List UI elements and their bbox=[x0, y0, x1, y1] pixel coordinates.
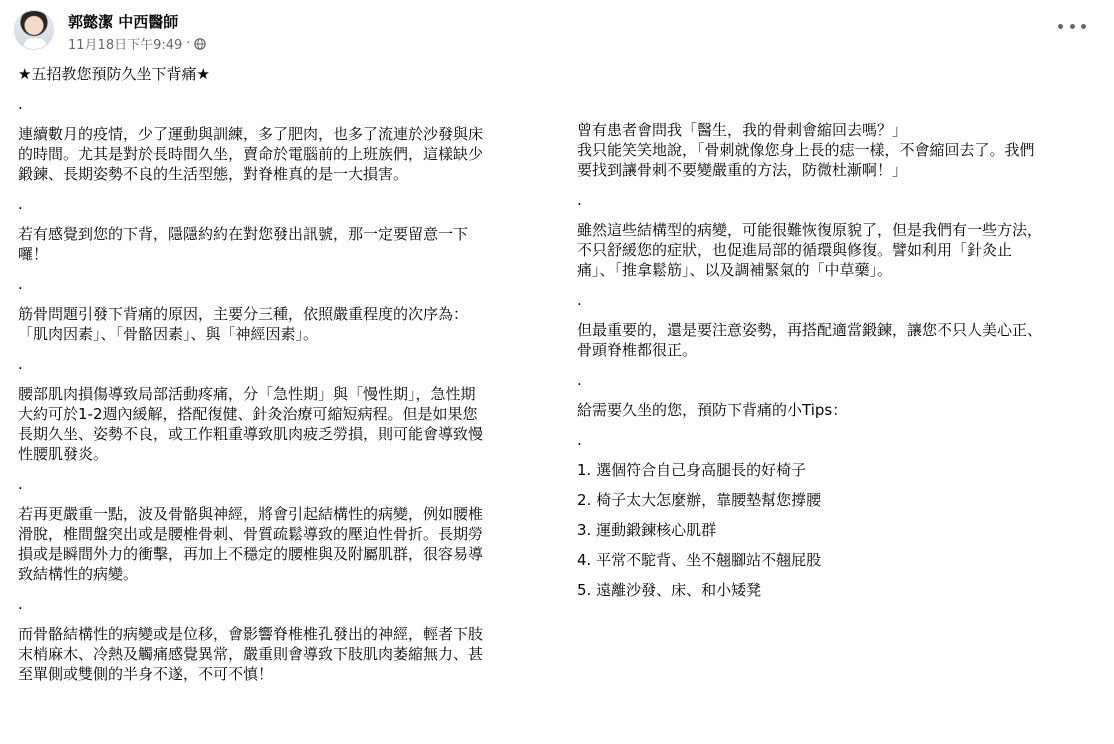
paragraph: 雖然這些結構型的病變，可能很難恢復原貌了，但是我們有一些方法， 不只舒緩您的症狀，也促進局部的循環與修復。譬如利用「針灸止 痛」、「推拿鬆筋」、以及調補緊氣的「中草藥」。 bbox=[577, 221, 1043, 279]
paragraph: 曾有患者會問我「醫生，我的骨刺會縮回去嗎？」 我只能笑笑地說，「骨刺就像您身上長的痣一樣，不會縮回去了。我們 要找到讓骨刺不要變嚴重的方法，防微杜漸啊！」 bbox=[577, 121, 1035, 179]
post-body-right bbox=[577, 120, 1097, 600]
avatar[interactable] bbox=[14, 10, 54, 50]
author-name[interactable]: 郭懿潔 中西醫師 bbox=[68, 13, 179, 31]
post-body-left bbox=[18, 94, 538, 684]
post-header bbox=[14, 10, 1104, 56]
avatar-coat bbox=[23, 38, 47, 50]
tip-item: 1. 選個符合自己身高腿長的好椅子 bbox=[577, 461, 807, 479]
spacer-dot: . bbox=[18, 95, 23, 113]
paragraph: 但最重要的，還是要注意姿勢，再搭配適當鍛鍊，讓您不只人美心正、 骨頭脊椎都很正。 bbox=[577, 321, 1043, 359]
spacer-dot: . bbox=[577, 291, 582, 309]
tips-intro: 給需要久坐的您，預防下背痛的小Tips： bbox=[577, 401, 848, 419]
spacer-dot: . bbox=[18, 355, 23, 373]
tip-item: 5. 遠離沙發、床、和小矮凳 bbox=[577, 581, 762, 599]
meta-separator: · bbox=[186, 36, 191, 51]
spacer-dot: . bbox=[577, 191, 582, 209]
tip-item: 2. 椅子太大怎麼辦，靠腰墊幫您撐腰 bbox=[577, 491, 822, 509]
spacer-dot: . bbox=[18, 195, 23, 213]
spacer-dot: . bbox=[18, 475, 23, 493]
more-options-icon[interactable] bbox=[1058, 16, 1086, 36]
post-meta bbox=[68, 34, 206, 53]
spacer-dot: . bbox=[18, 595, 23, 613]
tip-item: 4. 平常不駝背、坐不翹腳站不翹屁股 bbox=[577, 551, 822, 569]
paragraph: 若有感覺到您的下背，隱隱約約在對您發出訊號，那一定要留意一下 囉！ bbox=[18, 225, 469, 263]
globe-icon bbox=[194, 38, 206, 50]
spacer-dot: . bbox=[577, 371, 582, 389]
paragraph: 連續數月的疫情，少了運動與訓練，多了肥肉，也多了流連於沙發與床 的時間。尤其是對於長時間久坐，賣命於電腦前的上班族們，這樣缺少 鍛鍊、長期姿勢不良的生活型態，對脊椎真的是一大損害。 bbox=[18, 125, 484, 183]
paragraph: 腰部肌肉損傷導致局部活動疼痛，分「急性期」與「慢性期」，急性期 大約可於1-2週內緩解，搭配復健、針灸治療可縮短病程。但是如果您 長期久坐、姿勢不良，或工作粗重導致肌肉疲乏勞損，則可能會導致慢 性腰肌發炎。 bbox=[18, 385, 484, 463]
spacer-dot: . bbox=[18, 275, 23, 293]
post-title: ★五招教您預防久坐下背痛★ bbox=[18, 65, 210, 83]
paragraph: 若再更嚴重一點，波及骨骼與神經，將會引起結構性的病變，例如腰椎 滑脫，椎間盤突出或是腰椎骨刺、骨質疏鬆導致的壓迫性骨折。長期勞 損或是瞬間外力的衝擊，再加上不穩定的腰椎與及附屬肌群，很容易導 致結構性的病變。 bbox=[18, 505, 484, 583]
post-timestamp[interactable]: 11月18日下午9:49 bbox=[68, 38, 183, 53]
spacer-dot: . bbox=[577, 431, 582, 449]
paragraph: 而骨骼結構性的病變或是位移，會影響脊椎椎孔發出的神經，輕者下肢 末梢麻木、冷熱及觸痛感覺異常，嚴重則會導致下肢肌肉萎縮無力、甚 至單側或雙側的半身不遂，不可不慎！ bbox=[18, 625, 484, 683]
tip-item: 3. 運動鍛鍊核心肌群 bbox=[577, 521, 717, 539]
paragraph: 筋骨問題引發下背痛的原因，主要分三種，依照嚴重程度的次序為： 「肌肉因素」、「骨骼因素」、與「神經因素」。 bbox=[18, 305, 469, 343]
